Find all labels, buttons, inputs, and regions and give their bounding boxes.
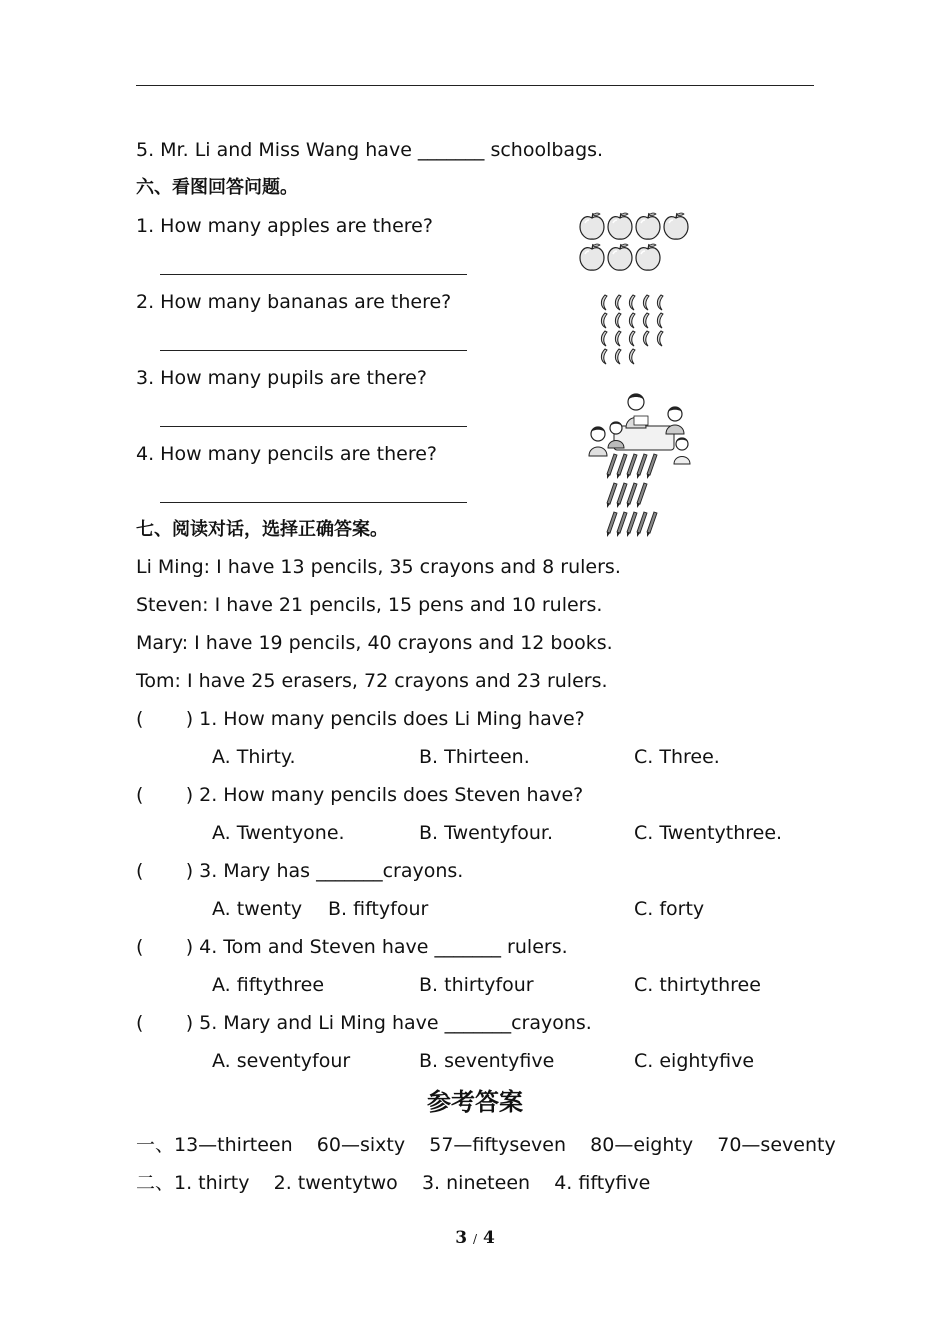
option-b: B. fiftyfour xyxy=(328,898,429,920)
apple-icon xyxy=(664,213,688,239)
page-total: 4 xyxy=(482,1228,495,1248)
option-b: B. thirtyfour xyxy=(419,974,534,996)
option-b: B. Thirteen. xyxy=(419,746,530,768)
page-number xyxy=(0,1228,950,1248)
page-current: 3 xyxy=(455,1228,468,1248)
choice-question-4: ( ) 4. Tom and Steven have _______ rulers. xyxy=(136,936,568,958)
apples-picture xyxy=(578,210,692,274)
dialog-line-li-ming: Li Ming: I have 13 pencils, 35 crayons and 8 rulers. xyxy=(136,556,621,578)
option-c: C. thirtythree xyxy=(634,974,761,996)
answer-key-line-2: 二、1. thirty 2. twentytwo 3. nineteen 4. fiftyfive xyxy=(136,1172,651,1194)
pencils-picture xyxy=(604,452,658,540)
dialog-line-mary: Mary: I have 19 pencils, 40 crayons and 12 books. xyxy=(136,632,613,654)
option-c: C. forty xyxy=(634,898,705,920)
pencil-icon xyxy=(607,454,657,537)
apple-icon xyxy=(636,213,660,239)
section-7-heading: 七、阅读对话，选择正确答案。 xyxy=(136,519,388,540)
answer-line-3 xyxy=(160,426,467,427)
apple-icon xyxy=(580,244,604,270)
choice-question-1: ( ) 1. How many pencils does Li Ming have? xyxy=(136,708,585,730)
answer-line-2 xyxy=(160,350,467,351)
picture-question-3: 3. How many pupils are there? xyxy=(136,367,427,389)
banana-icon xyxy=(601,295,663,364)
header-rule xyxy=(136,85,814,86)
choice-question-5: ( ) 5. Mary and Li Ming have _______crayons. xyxy=(136,1012,592,1034)
page-separator: / xyxy=(472,1232,478,1246)
option-a: A. Thirty. xyxy=(212,746,296,768)
option-a: A. twenty xyxy=(212,898,303,920)
answer-key-line-1: 一、13—thirteen 60—sixty 57—fiftyseven 80—eighty 70—seventy xyxy=(136,1134,836,1156)
bananas-picture xyxy=(597,293,673,367)
choice-question-3: ( ) 3. Mary has _______crayons. xyxy=(136,860,464,882)
option-a: A. fiftythree xyxy=(212,974,325,996)
picture-question-1: 1. How many apples are there? xyxy=(136,215,433,237)
option-a: A. seventyfour xyxy=(212,1050,351,1072)
option-b: B. seventyfive xyxy=(419,1050,555,1072)
picture-question-2: 2. How many bananas are there? xyxy=(136,291,452,313)
apple-icon xyxy=(608,213,632,239)
option-c: C. Three. xyxy=(634,746,720,768)
option-c: C. Twentythree. xyxy=(634,822,783,844)
apple-icon xyxy=(608,244,632,270)
answer-line-4 xyxy=(160,502,467,503)
choice-question-2: ( ) 2. How many pencils does Steven have? xyxy=(136,784,584,806)
fill-question-5: 5. Mr. Li and Miss Wang have _______ schoolbags. xyxy=(136,139,604,161)
picture-question-4: 4. How many pencils are there? xyxy=(136,443,437,465)
apple-icon xyxy=(580,213,604,239)
option-c: C. eightyfive xyxy=(634,1050,755,1072)
dialog-line-tom: Tom: I have 25 erasers, 72 crayons and 23 rulers. xyxy=(136,670,608,692)
dialog-line-steven: Steven: I have 21 pencils, 15 pens and 10 rulers. xyxy=(136,594,603,616)
option-b: B. Twentyfour. xyxy=(419,822,554,844)
section-6-heading: 六、看图回答问题。 xyxy=(136,177,298,198)
answer-key-title: 参考答案 xyxy=(427,1088,523,1116)
apple-icon xyxy=(636,244,660,270)
answer-line-1 xyxy=(160,274,467,275)
option-a: A. Twentyone. xyxy=(212,822,345,844)
